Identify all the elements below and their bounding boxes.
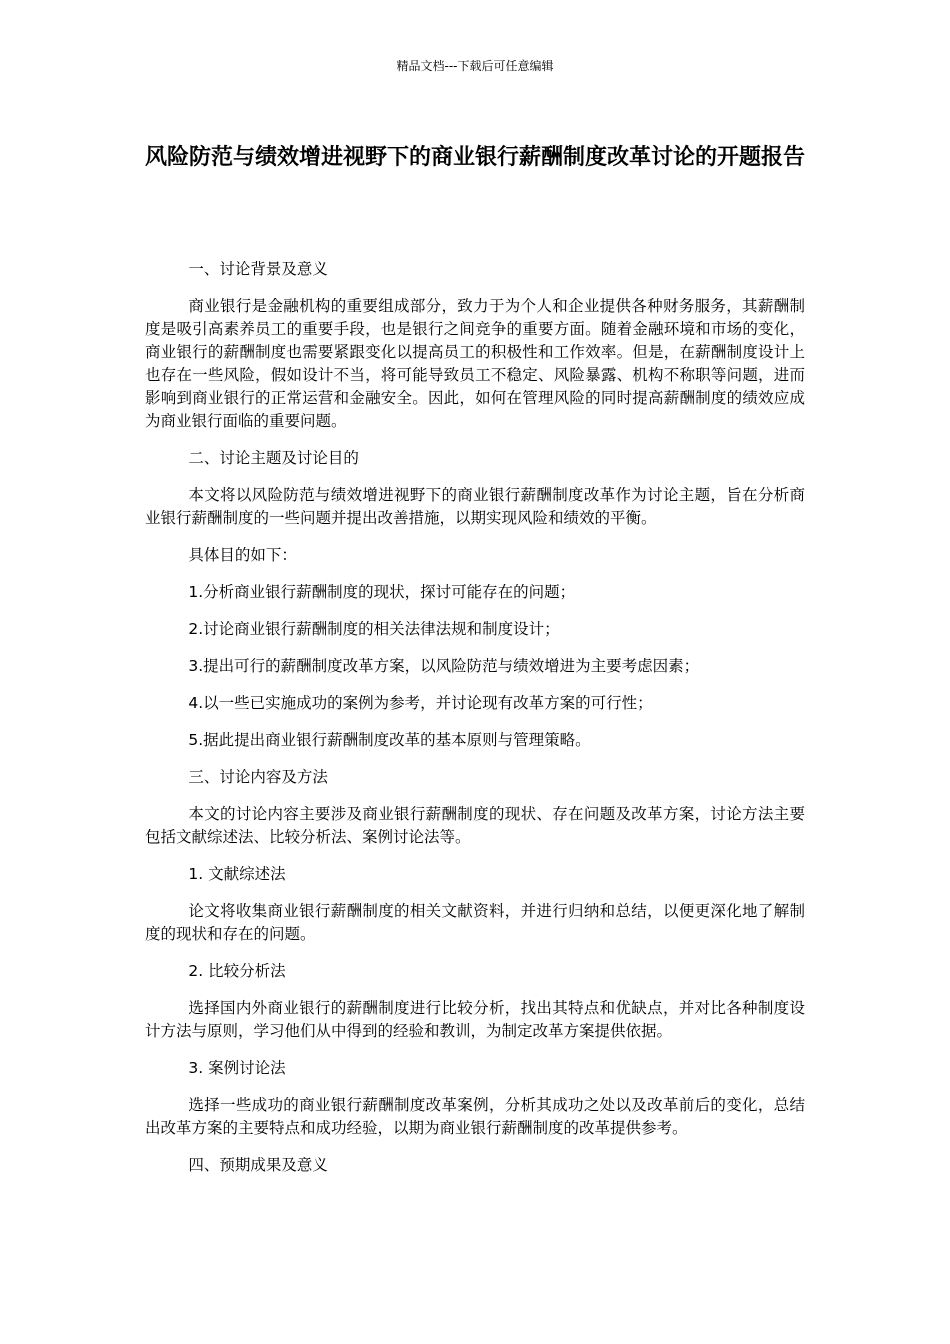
subsection-heading: 3. 案例讨论法: [188, 1059, 286, 1077]
list-item: 5.据此提出商业银行薪酬制度改革的基本原则与管理策略。: [188, 731, 591, 749]
section-heading: 四、预期成果及意义: [188, 1156, 328, 1174]
document-body: [145, 258, 805, 1191]
list-item: 3.提出可行的薪酬制度改革方案，以风险防范与绩效增进为主要考虑因素；: [188, 657, 700, 675]
paragraph: 具体目的如下：: [188, 546, 297, 564]
subsection-heading: 2. 比较分析法: [188, 962, 286, 980]
section-heading: 二、讨论主题及讨论目的: [188, 449, 359, 467]
document-title: 风险防范与绩效增进视野下的商业银行薪酬制度改革讨论的开题报告: [145, 145, 806, 170]
list-item: 2.讨论商业银行薪酬制度的相关法律法规和制度设计；: [188, 620, 560, 638]
paragraph: 本文将以风险防范与绩效增进视野下的商业银行薪酬制度改革作为讨论主题，旨在分析商业银行薪酬制度的一些问题并提出改善措施，以期实现风险和绩效的平衡。: [145, 486, 805, 527]
list-item: 4.以一些已实施成功的案例为参考，并讨论现有改革方案的可行性；: [188, 694, 653, 712]
paragraph: 选择国内外商业银行的薪酬制度进行比较分析，找出其特点和优缺点，并对比各种制度设计方法与原则，学习他们从中得到的经验和教训，为制定改革方案提供依据。: [145, 999, 805, 1040]
header-note: 精品文档---下载后可任意编辑: [396, 59, 554, 73]
section-heading: 一、讨论背景及意义: [188, 260, 328, 278]
paragraph: 商业银行是金融机构的重要组成部分，致力于为个人和企业提供各种财务服务，其薪酬制度是吸引高素养员工的重要手段，也是银行之间竞争的重要方面。随着金融环境和市场的变化，商业银行的薪酬制度也需要紧跟变化以提高员工的积极性和工作效率。但是，在薪酬制度设计上也存在一些风险，假如设计不当，将可能导致员工不稳定、风险暴露、机构不称职等问题，进而影响到商业银行的正常运营和金融安全。因此，如何在管理风险的同时提高薪酬制度的绩效应成为商业银行面临的重要问题。: [145, 297, 805, 430]
section-heading: 三、讨论内容及方法: [188, 768, 328, 786]
paragraph: 选择一些成功的商业银行薪酬制度改革案例，分析其成功之处以及改革前后的变化，总结出改革方案的主要特点和成功经验，以期为商业银行薪酬制度的改革提供参考。: [145, 1096, 805, 1137]
subsection-heading: 1. 文献综述法: [188, 865, 286, 883]
paragraph: 本文的讨论内容主要涉及商业银行薪酬制度的现状、存在问题及改革方案，讨论方法主要包括文献综述法、比较分析法、案例讨论法等。: [145, 805, 805, 846]
paragraph: 论文将收集商业银行薪酬制度的相关文献资料，并进行归纳和总结，以便更深化地了解制度的现状和存在的问题。: [145, 902, 805, 943]
list-item: 1.分析商业银行薪酬制度的现状，探讨可能存在的问题；: [188, 583, 576, 601]
